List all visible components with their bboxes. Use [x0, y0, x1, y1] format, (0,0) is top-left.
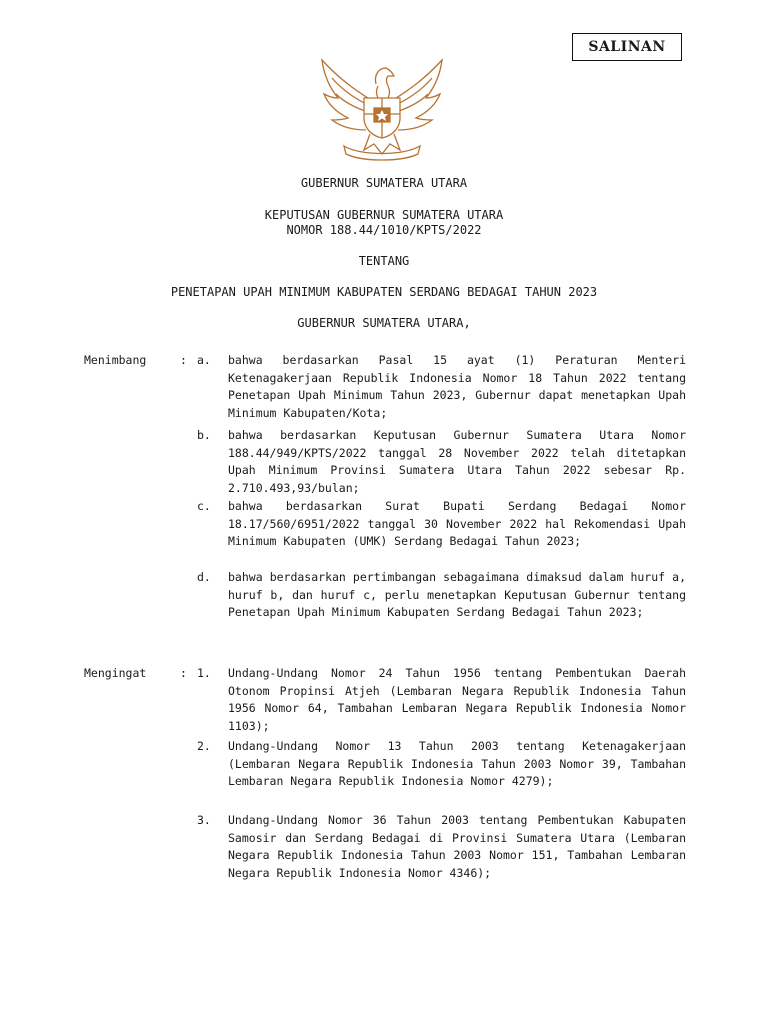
- item-text: bahwa berdasarkan Surat Bupati Serdang Bedagai Nomor 18.17/560/6951/2022 tanggal 30 November 2022 hal Rekomendasi Upah Minimum Kabupaten (UMK) Serdang Bedagai Tahun 2023;: [228, 499, 686, 548]
- decree-number: NOMOR 188.44/1010/KPTS/2022: [286, 223, 482, 237]
- mengingat-colon: :: [180, 666, 187, 680]
- menimbang-colon: :: [180, 353, 187, 367]
- item-text: bahwa berdasarkan pertimbangan sebagaimana dimaksud dalam huruf a, huruf b, dan huruf c, perlu menetapkan Keputusan Gubernur tentang Penetapan Upah Minimum Kabupaten Serdang Bedagai Tahun 2023;: [228, 570, 686, 619]
- signatory-heading: GUBERNUR SUMATERA UTARA,: [297, 316, 471, 330]
- item-marker: 1.: [197, 666, 211, 680]
- salinan-stamp: SALINAN: [572, 33, 682, 61]
- item-text: bahwa berdasarkan Pasal 15 ayat (1) Peraturan Menteri Ketenagakerjaan Republik Indonesia Nomor 18 Tahun 2022 tentang Penetapan Upah Minimum Tahun 2023, Gubernur dapat menetapkan Upah Minimum Kabupaten/Kota;: [228, 353, 686, 420]
- item-marker: 2.: [197, 739, 211, 753]
- about-heading: TENTANG: [358, 254, 410, 268]
- item-marker: c.: [197, 499, 211, 513]
- item-marker: b.: [197, 428, 211, 442]
- decree-subject: PENETAPAN UPAH MINIMUM KABUPATEN SERDANG BEDAGAI TAHUN 2023: [170, 285, 598, 299]
- garuda-pancasila-emblem-icon: [314, 54, 450, 166]
- item-text: Undang-Undang Nomor 24 Tahun 1956 tentang Pembentukan Daerah Otonom Propinsi Atjeh (Lembaran Negara Republik Indonesia Tahun 1956 Nomor 64, Tambahan Lembaran Negara Republik Indonesia Nomor 1103);: [228, 666, 686, 733]
- item-text: Undang-Undang Nomor 36 Tahun 2003 tentang Pembentukan Kabupaten Samosir dan Serdang Bedagai di Provinsi Sumatera Utara (Lembaran Negara Republik Indonesia Tahun 2003 Nomor 151, Tambahan Lembaran Negara Republik Indonesia Nomor 4346);: [228, 813, 686, 880]
- item-marker: 3.: [197, 813, 211, 827]
- decree-title: KEPUTUSAN GUBERNUR SUMATERA UTARA: [264, 208, 504, 222]
- item-marker: d.: [197, 570, 211, 584]
- mengingat-label: Mengingat: [84, 666, 147, 680]
- item-marker: a.: [197, 353, 211, 367]
- item-text: bahwa berdasarkan Keputusan Gubernur Sumatera Utara Nomor 188.44/949/KPTS/2022 tanggal 28 November 2022 telah ditetapkan Upah Minimum Provinsi Sumatera Utara Tahun 2022 sebesar Rp. 2.710.493,93/bulan;: [228, 428, 686, 495]
- menimbang-label: Menimbang: [84, 353, 147, 367]
- issuer-heading: GUBERNUR SUMATERA UTARA: [300, 176, 468, 190]
- item-text: Undang-Undang Nomor 13 Tahun 2003 tentang Ketenagakerjaan (Lembaran Negara Republik Indonesia Tahun 2003 Nomor 39, Tambahan Lembaran Negara Republik Indonesia Nomor 4279);: [228, 739, 686, 788]
